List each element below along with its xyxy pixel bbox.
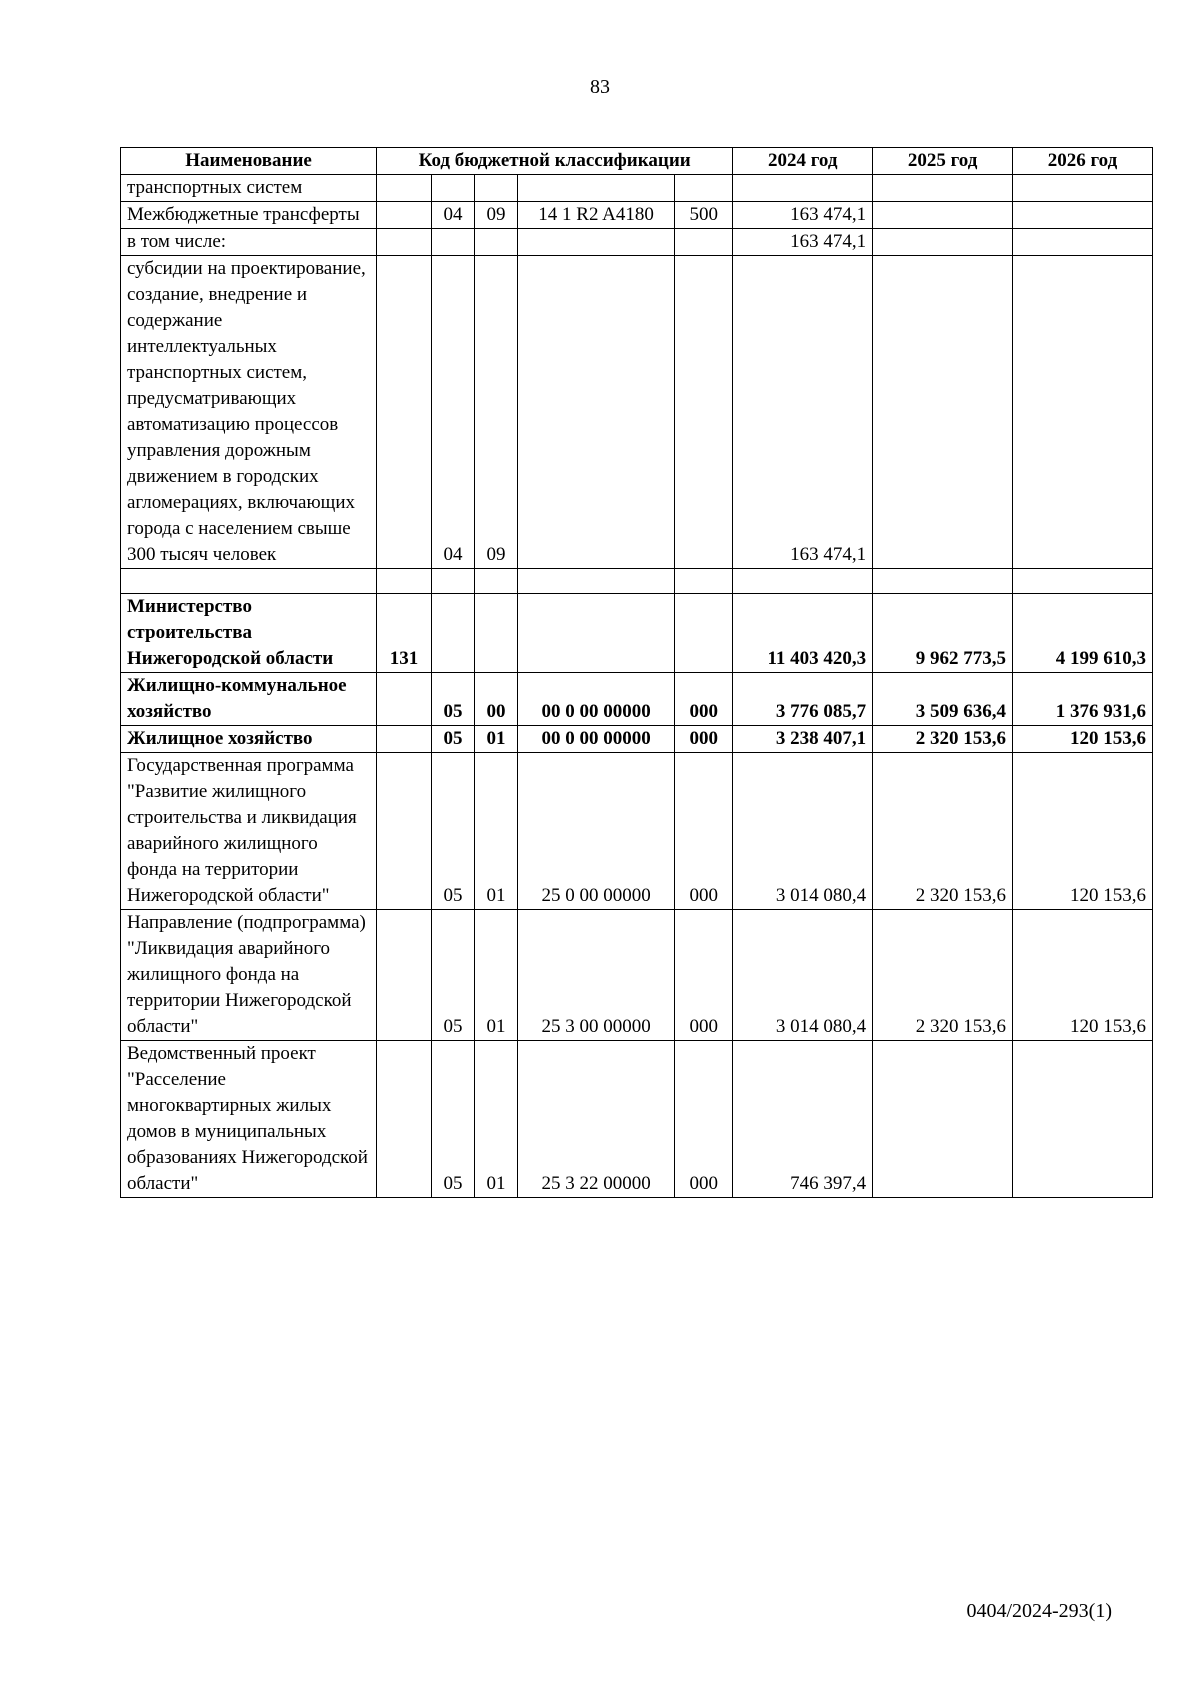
table-row: Межбюджетные трансферты 04 09 14 1 R2 A4180 500 163 474,1 [121, 202, 1153, 229]
row-name: Министерство строительства Нижегородской области [121, 594, 377, 673]
row-name: Государственная программа "Развитие жилищного строительства и ликвидация аварийного жилищного фонда на территории Нижегородской области" [121, 753, 377, 910]
row-name: субсидии на проектирование, создание, внедрение и содержание интеллектуальных транспортных систем, предусматривающих автоматизацию процессов управления дорожным движением в городских агломерациях, включающих города с населением свыше 300 тысяч человек [121, 256, 377, 569]
row-name: в том числе: [121, 229, 377, 256]
table-row: Жилищно-коммунальное хозяйство 05 00 00 0 00 00000 000 3 776 085,7 3 509 636,4 1 376 931,6 [121, 673, 1153, 726]
header-2024: 2024 год [733, 148, 873, 175]
row-name: Межбюджетные трансферты [121, 202, 377, 229]
table-row [121, 175, 1153, 202]
header-name: Наименование [121, 148, 377, 175]
row-name: Ведомственный проект "Расселение многоквартирных жилых домов в муниципальных образованиях Нижегородской области" [121, 1041, 377, 1198]
budget-table [120, 147, 1153, 1198]
table-header-row [121, 148, 1153, 175]
table-row-empty [121, 569, 1153, 594]
header-2025: 2025 год [873, 148, 1013, 175]
page-number: 83 [590, 76, 610, 98]
row-name: Направление (подпрограмма) "Ликвидация аварийного жилищного фонда на территории Нижегородской области" [121, 910, 377, 1041]
row-name: Жилищно-коммунальное хозяйство [121, 673, 377, 726]
row-name: Жилищное хозяйство [121, 726, 377, 753]
table-row: субсидии на проектирование, создание, внедрение и содержание интеллектуальных транспортных систем, предусматривающих автоматизацию процессов управления дорожным движением в городских агломерациях, включающих города с населением свыше 300 тысяч человек 04 09 163 474,1 [121, 256, 1153, 569]
header-2026: 2026 год [1013, 148, 1153, 175]
row-name [121, 569, 377, 594]
table-row: Направление (подпрограмма) "Ликвидация аварийного жилищного фонда на территории Нижегородской области" 05 01 25 3 00 00000 000 3 014 080,4 2 320 153,6 120 153,6 [121, 910, 1153, 1041]
table-row: Жилищное хозяйство 05 01 00 0 00 00000 000 3 238 407,1 2 320 153,6 120 153,6 [121, 726, 1153, 753]
row-name: транспортных систем [121, 175, 377, 202]
table-row: Министерство строительства Нижегородской области 131 11 403 420,3 9 962 773,5 4 199 610,3 [121, 594, 1153, 673]
document-code: 0404/2024-293(1) [966, 1600, 1112, 1622]
header-code: Код бюджетной классификации [377, 148, 733, 175]
table-row: Государственная программа "Развитие жилищного строительства и ликвидация аварийного жилищного фонда на территории Нижегородской области" 05 01 25 0 00 00000 000 3 014 080,4 2 320 153,6 120 153,6 [121, 753, 1153, 910]
table-row: Ведомственный проект "Расселение многоквартирных жилых домов в муниципальных образованиях Нижегородской области" 05 01 25 3 22 00000 000 746 397,4 [121, 1041, 1153, 1198]
table-row: в том числе: 163 474,1 [121, 229, 1153, 256]
